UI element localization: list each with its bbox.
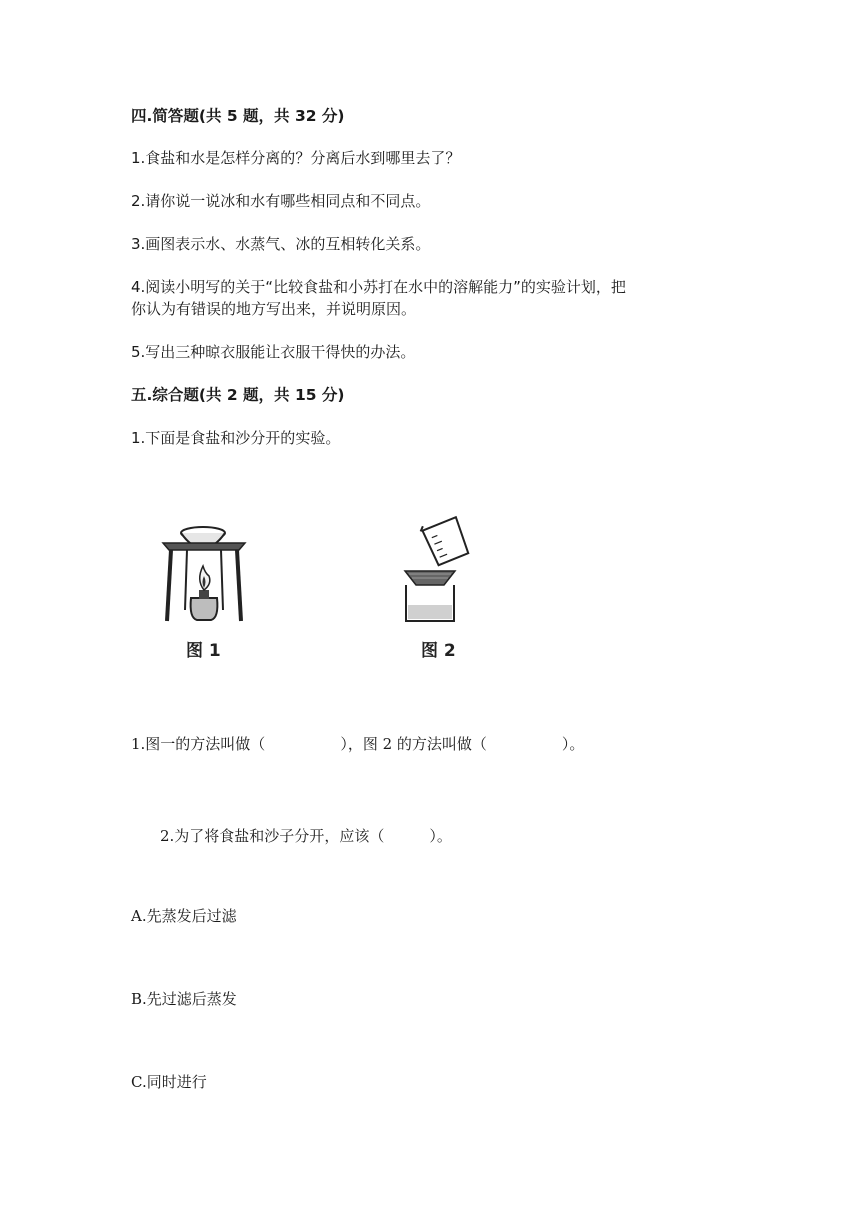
question-4-4-line1: 4.阅读小明写的关于“比较食盐和小苏打在水中的溶解能力”的实验计划，把 [131,278,626,296]
option-c: C.同时进行 [131,1073,207,1091]
option-a: A.先蒸发后过滤 [131,907,237,925]
figure-1-evaporation [155,518,255,628]
question-4-3: 3.画图表示水、水蒸气、冰的互相转化关系。 [131,235,431,253]
sub-question-2: 2.为了将食盐和沙子分开，应该（ ）。 [160,827,452,845]
question-4-1: 1.食盐和水是怎样分离的？分离后水到哪里去了？ [131,149,461,167]
section-5-title: 五.综合题(共 2 题，共 15 分) [131,386,345,404]
figure-2-caption: 图 2 [421,641,456,661]
section-4-title: 四.简答题(共 5 题，共 32 分) [131,107,345,125]
question-4-5: 5.写出三种晾衣服能让衣服干得快的办法。 [131,343,416,361]
figure-1-caption: 图 1 [186,641,221,661]
figure-2-filtration [400,513,480,628]
question-5-1-intro: 1.下面是食盐和沙分开的实验。 [131,429,341,447]
question-4-4-line2: 你认为有错误的地方写出来，并说明原因。 [131,300,417,318]
sub-question-1: 1.图一的方法叫做（ ），图 2 的方法叫做（ ）。 [131,735,585,753]
question-4-2: 2.请你说一说冰和水有哪些相同点和不同点。 [131,192,431,210]
option-b: B.先过滤后蒸发 [131,990,237,1008]
